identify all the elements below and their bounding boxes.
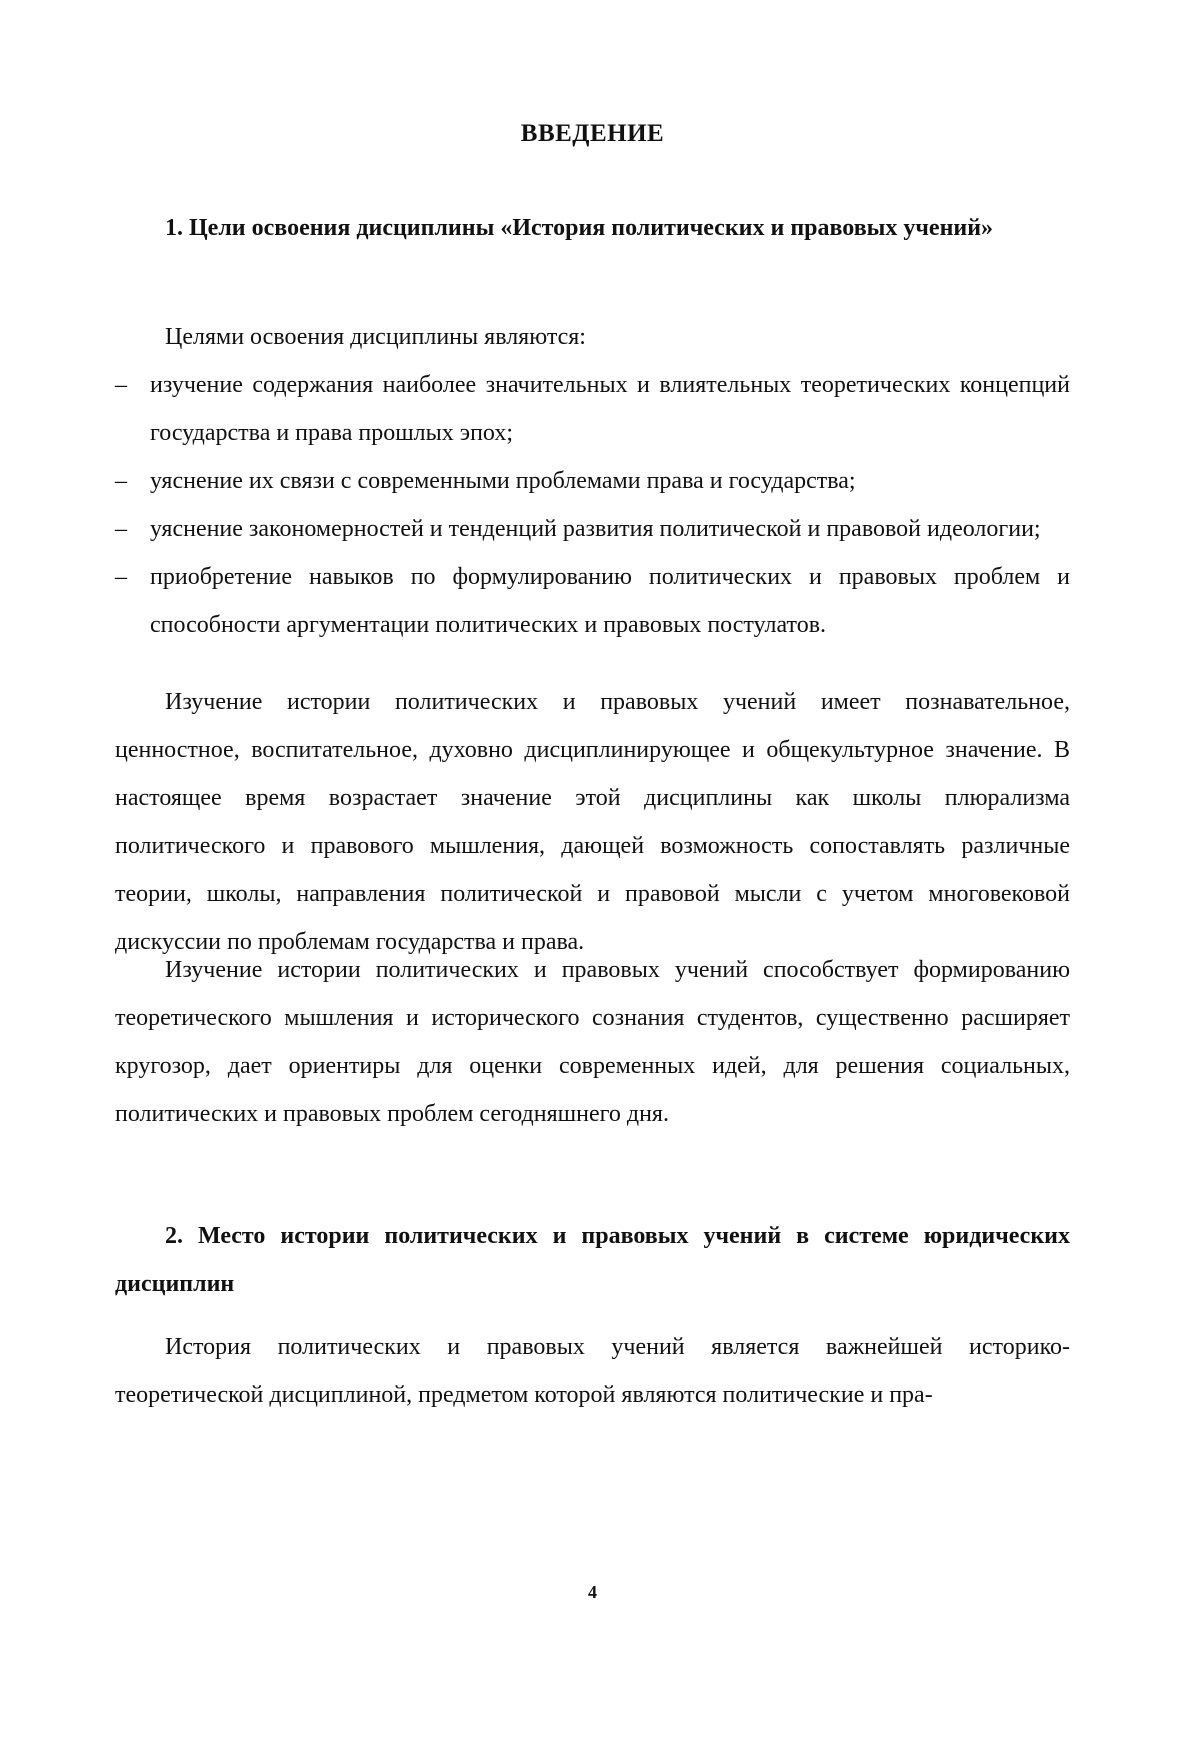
list-item-text: уяснение закономерностей и тенденций развития политической и правовой идеологии;: [150, 516, 1041, 542]
goals-list: [115, 361, 1070, 649]
list-item: [115, 361, 1070, 457]
list-item-text: приобретение навыков по формулированию политических и правовых проблем и способности аргументации политических и правовых постулатов.: [150, 564, 1070, 638]
dash-bullet: –: [115, 372, 127, 398]
section-2-paragraph: История политических и правовых учений является важнейшей историко-теоретической дисциплиной, предметом которой являются политические и пра-: [115, 1334, 1070, 1408]
page-title: ВВЕДЕНИЕ: [520, 120, 665, 147]
dash-bullet: –: [115, 516, 127, 542]
list-item: [115, 457, 1070, 505]
section-1-heading: 1. Цели освоения дисциплины «История политических и правовых учений»: [165, 215, 994, 241]
section-1-paragraph-2: Изучение истории политических и правовых учений способствует формированию теоретического мышления и исторического сознания студентов, существенно расширяет кругозор, дает ориентиры для оценки современных идей, для решения социальных, политических и правовых проблем сегодняшнего дня.: [115, 957, 1070, 1127]
list-item-text: изучение содержания наиболее значительных и влиятельных теоретических концепций государства и права прошлых эпох;: [150, 372, 1070, 446]
dash-bullet: –: [115, 468, 127, 494]
list-item: [115, 505, 1070, 553]
dash-bullet: –: [115, 564, 127, 590]
section-1-intro: Целями освоения дисциплины являются:: [165, 324, 586, 350]
list-item: [115, 553, 1070, 649]
page-number: 4: [588, 1582, 597, 1602]
section-1-paragraph-1: Изучение истории политических и правовых учений имеет познавательное, ценностное, воспитательное, духовно дисциплинирующее и общекультурное значение. В настоящее время возрастает значение этой дисциплины как школы плюрализма политического и правового мышления, дающей возможность сопоставлять различные теории, школы, направления политической и правовой мысли с учетом многовековой дискуссии по проблемам государства и права.: [115, 689, 1070, 955]
section-2-heading: 2. Место истории политических и правовых учений в системе юридических дисциплин: [115, 1223, 1070, 1297]
list-item-text: уяснение их связи с современными проблемами права и государства;: [150, 468, 856, 494]
